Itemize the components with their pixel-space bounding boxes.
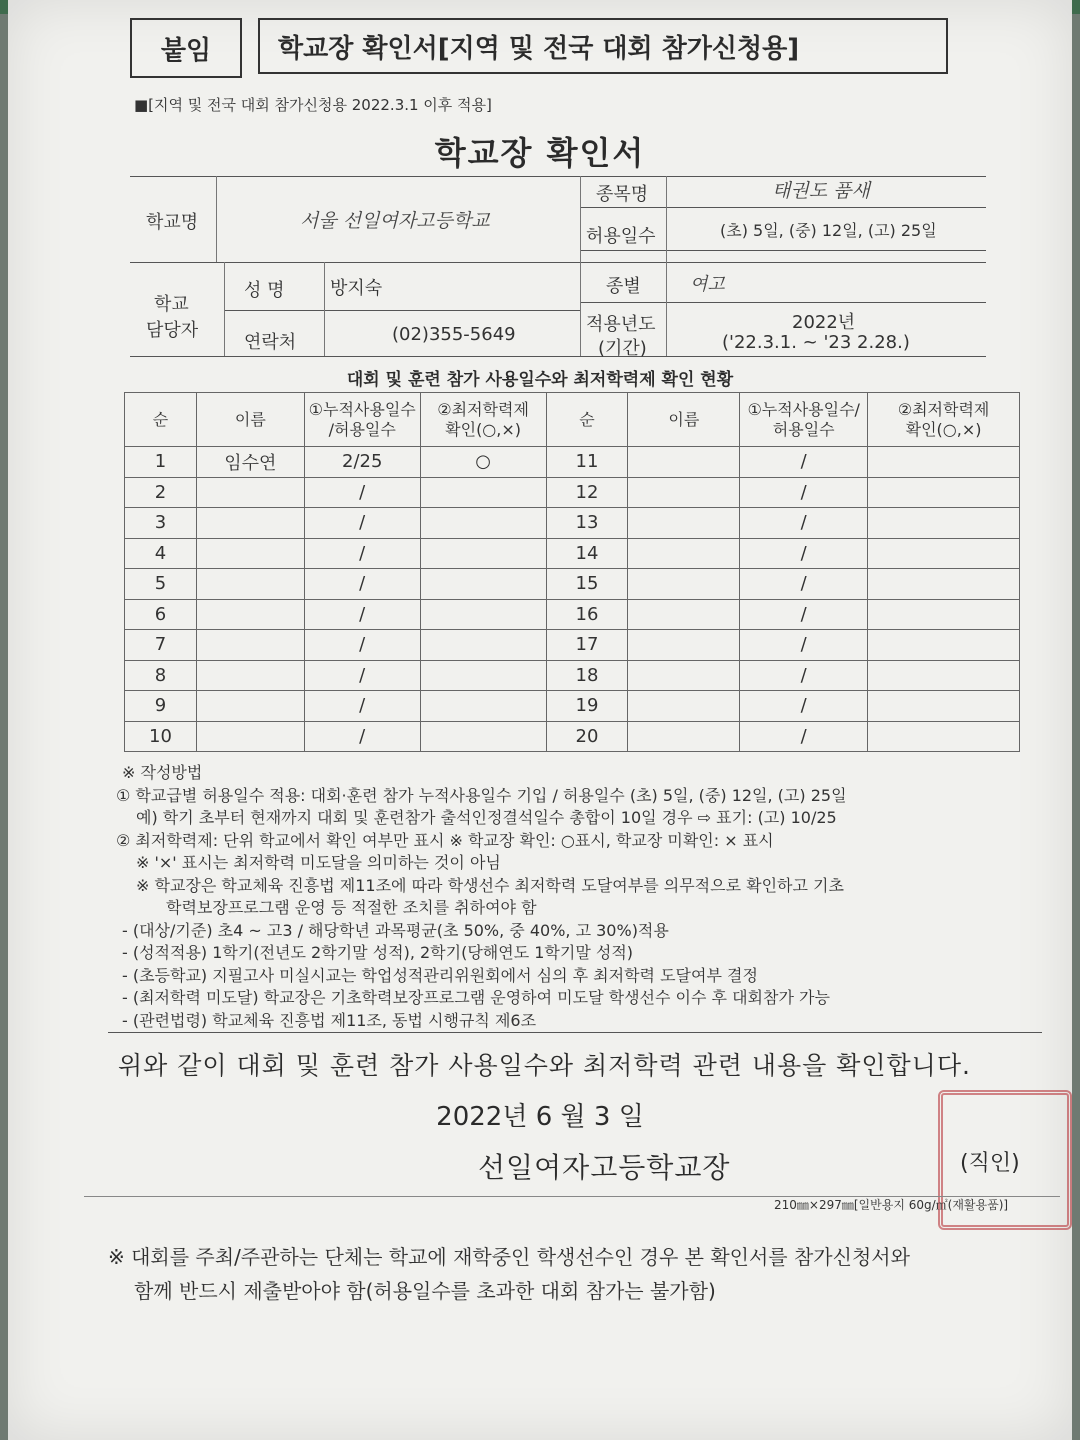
instruction-line: - (관련법령) 학교체육 진흥법 제11조, 동법 시행규칙 제6조 <box>122 1010 537 1030</box>
cell-name <box>196 660 304 691</box>
cell-no: 2 <box>125 477 197 508</box>
table-row <box>125 538 1020 569</box>
info-vrule-1 <box>216 176 217 262</box>
header-academic-right <box>868 393 1020 447</box>
cell-academic-right <box>868 721 1020 752</box>
cell-no-right: 11 <box>546 447 628 478</box>
cell-days-right: / <box>740 599 868 630</box>
instruction-line: 학력보장프로그램 운영 등 적절한 조치를 취하여야 함 <box>166 898 537 917</box>
cell-no: 10 <box>125 721 197 752</box>
cell-name-right <box>628 660 740 691</box>
table-row <box>125 508 1020 539</box>
allowed-days-label: 허용일수 <box>586 226 656 247</box>
header-text: ②최저학력제 <box>437 399 529 419</box>
cell-name <box>196 477 304 508</box>
footnote-line: ※ 대회를 주최/주관하는 단체는 학교에 재학중인 학생선수인 경우 본 확인서를 참가신청서와 <box>108 1245 910 1269</box>
instructions-heading: ※ 작성방법 <box>122 763 203 782</box>
cell-days: / <box>304 599 420 630</box>
cell-name-right <box>628 599 740 630</box>
cell-days: / <box>304 477 420 508</box>
cell-name-right <box>628 721 740 752</box>
instructions <box>116 762 1046 1032</box>
table-header-row <box>125 393 1020 447</box>
cell-days-right: / <box>740 447 868 478</box>
instruction-line: - (초등학교) 지필고사 미실시교는 학업성적관리위원회에서 심의 후 최저학력 도달여부 결정 <box>122 965 758 985</box>
header-text: ①누적사용일수/ <box>747 399 860 419</box>
cell-no-right: 13 <box>546 508 628 539</box>
header-days-right <box>740 393 868 447</box>
info-rule-2 <box>580 250 986 251</box>
school-value: 서울 선일여자고등학교 <box>300 210 490 232</box>
header-text: 확인(○,×) <box>905 419 982 439</box>
header-no-right: 순 <box>546 393 628 447</box>
school-label: 학교명 <box>146 212 199 233</box>
cell-academic-right <box>868 569 1020 600</box>
table-row <box>125 477 1020 508</box>
instruction-line: - (최저학력 미도달) 학교장은 기초학력보장프로그램 운영하여 미도달 학생선수 이수 후 대회참가 가능 <box>122 988 830 1007</box>
header-name: 이름 <box>196 393 304 447</box>
cell-days-right: / <box>740 691 868 722</box>
attachment-label-box <box>130 18 242 78</box>
info-vrule-5 <box>324 262 325 356</box>
cell-academic <box>420 660 546 691</box>
header-text: 허용일수 <box>772 419 835 439</box>
name-label: 성 명 <box>244 280 285 301</box>
instruction-line: 예) 학기 초부터 현재까지 대회 및 훈련참가 출석인정결석일수 총합이 10일 경우 ⇨ 표기: (고) 10/25 <box>136 808 837 827</box>
table-row <box>125 691 1020 722</box>
info-rule-bottom <box>130 356 986 357</box>
footnote-line: 함께 반드시 제출받아야 함(허용일수를 초과한 대회 참가는 불가함) <box>134 1279 716 1303</box>
info-rule-mid <box>130 262 986 263</box>
instruction-line: - (성적적용) 1학기(전년도 2학기말 성적), 2학기(당해연도 1학기말 성적) <box>122 943 634 962</box>
contact-value: (02)355-5649 <box>392 324 516 345</box>
cell-days-right: / <box>740 477 868 508</box>
allowed-days-value: (초) 5일, (중) 12일, (고) 25일 <box>720 221 937 240</box>
manager-label-2: 담당자 <box>146 320 199 341</box>
info-vrule-3 <box>666 176 667 356</box>
cell-academic-right <box>868 447 1020 478</box>
period-value: ('22.3.1. ~ '23 2.28.) <box>722 332 910 353</box>
header-name-right: 이름 <box>628 393 740 447</box>
cell-no-right: 15 <box>546 569 628 600</box>
cell-no: 5 <box>125 569 197 600</box>
cell-name-right <box>628 538 740 569</box>
form-title-box <box>258 18 948 74</box>
principal-name: 선일여자고등학교장 <box>478 1151 731 1184</box>
table-title: 대회 및 훈련 참가 사용일수와 최저학력제 확인 현황 <box>346 370 734 390</box>
header-days <box>304 393 420 447</box>
cell-days-right: / <box>740 538 868 569</box>
cell-academic-right <box>868 599 1020 630</box>
cell-no-right: 14 <box>546 538 628 569</box>
usage-note: ■[지역 및 전국 대회 참가신청용 2022.3.1 이후 적용] <box>134 96 492 114</box>
cell-no: 4 <box>125 538 197 569</box>
cell-name <box>196 721 304 752</box>
event-label: 종목명 <box>596 184 649 205</box>
cell-no: 6 <box>125 599 197 630</box>
cell-days: / <box>304 660 420 691</box>
cell-name <box>196 508 304 539</box>
cell-no-right: 20 <box>546 721 628 752</box>
header-text: /허용일수 <box>328 419 396 439</box>
cell-academic-right <box>868 660 1020 691</box>
paper-sheet <box>8 0 1072 1440</box>
cell-no-right: 12 <box>546 477 628 508</box>
document-title: 학교장 확인서 <box>434 134 646 172</box>
cell-no: 7 <box>125 630 197 661</box>
cell-name <box>196 569 304 600</box>
cell-no: 1 <box>125 447 197 478</box>
table-row <box>125 569 1020 600</box>
cell-no: 8 <box>125 660 197 691</box>
cell-academic-right <box>868 477 1020 508</box>
cell-academic: ○ <box>420 447 546 478</box>
confirmation-statement: 위와 같이 대회 및 훈련 참가 사용일수와 최저학력 관련 내용을 확인합니다. <box>118 1051 971 1080</box>
instruction-line: ※ 학교장은 학교체육 진흥법 제11조에 따라 학생선수 최저학력 도달여부를 의무적으로 확인하고 기초 <box>136 875 844 895</box>
cell-days: / <box>304 630 420 661</box>
gender-label: 종별 <box>606 276 641 297</box>
cell-name-right <box>628 569 740 600</box>
cell-academic <box>420 477 546 508</box>
header-academic <box>420 393 546 447</box>
table-row <box>125 660 1020 691</box>
info-rule-3 <box>580 302 986 303</box>
cell-days: / <box>304 538 420 569</box>
cell-academic-right <box>868 691 1020 722</box>
event-value: 태권도 품새 <box>772 180 870 202</box>
issue-date: 2022년 6 월 3 일 <box>436 1102 644 1132</box>
table-row <box>125 721 1020 752</box>
table-row <box>125 599 1020 630</box>
cell-no: 3 <box>125 508 197 539</box>
cell-academic <box>420 721 546 752</box>
cell-days: / <box>304 721 420 752</box>
instructions-rule <box>108 1032 1042 1033</box>
cell-academic <box>420 599 546 630</box>
cell-name-right <box>628 630 740 661</box>
instruction-line: ※ '×' 표시는 최저학력 미도달을 의미하는 것이 아님 <box>136 853 501 872</box>
contact-label: 연락처 <box>244 332 297 353</box>
instruction-line: - (대상/기준) 초4 ~ 고3 / 해당학년 과목평균(초 50%, 중 40%, 고 30%)적용 <box>122 920 669 940</box>
name-value: 방지숙 <box>330 278 383 299</box>
info-vrule-2 <box>580 176 581 356</box>
cell-name-right <box>628 508 740 539</box>
cell-name <box>196 538 304 569</box>
cell-days-right: / <box>740 508 868 539</box>
cell-academic <box>420 691 546 722</box>
cell-no-right: 18 <box>546 660 628 691</box>
year-label: 적용년도 <box>586 314 656 335</box>
cell-no-right: 19 <box>546 691 628 722</box>
instruction-line: ① 학교급별 허용일수 적용: 대회·훈련 참가 누적사용일수 기입 / 허용일수 (초) 5일, (중) 12일, (고) 25일 <box>116 785 847 805</box>
cell-days: / <box>304 569 420 600</box>
cell-days-right: / <box>740 660 868 691</box>
cell-days-right: / <box>740 630 868 661</box>
usage-table <box>124 392 1020 752</box>
footnote <box>108 1240 910 1308</box>
paper-spec: 210㎜×297㎜[일반용지 60g/㎡(재활용품)] <box>774 1198 1009 1212</box>
cell-name <box>196 599 304 630</box>
cell-days: / <box>304 691 420 722</box>
info-rule-1 <box>580 207 986 208</box>
cell-name-right <box>628 691 740 722</box>
header-text: 확인(○,×) <box>445 419 522 439</box>
cell-academic <box>420 508 546 539</box>
info-vrule-4 <box>224 262 225 356</box>
cell-academic <box>420 630 546 661</box>
header-text: ②최저학력제 <box>897 399 990 419</box>
cell-academic-right <box>868 538 1020 569</box>
cell-no-right: 17 <box>546 630 628 661</box>
manager-label-1: 학교 <box>154 294 189 315</box>
info-rule-4 <box>224 310 580 311</box>
gender-value: 여고 <box>690 274 725 295</box>
form-title: 학교장 확인서[지역 및 전국 대회 참가신청용] <box>278 33 800 64</box>
cell-academic-right <box>868 508 1020 539</box>
year-value: 2022년 <box>792 312 856 333</box>
attachment-label: 붙임 <box>160 35 212 66</box>
seal-label: (직인) <box>960 1151 1020 1176</box>
cell-name <box>196 630 304 661</box>
instruction-line: ② 최저학력제: 단위 학교에서 확인 여부만 표시 ※ 학교장 확인: ○표시, 학교장 미확인: × 표시 <box>116 830 774 850</box>
header-no: 순 <box>125 393 197 447</box>
table-row <box>125 630 1020 661</box>
cell-days-right: / <box>740 721 868 752</box>
period-label: (기간) <box>598 338 647 359</box>
cell-name: 임수연 <box>196 447 304 478</box>
table-row <box>125 447 1020 478</box>
cell-academic-right <box>868 630 1020 661</box>
header-text: ①누적사용일수 <box>308 399 416 419</box>
cell-name <box>196 691 304 722</box>
cell-name-right <box>628 477 740 508</box>
cell-days: / <box>304 508 420 539</box>
cell-academic <box>420 569 546 600</box>
cell-no-right: 16 <box>546 599 628 630</box>
cell-name-right <box>628 447 740 478</box>
cell-days-right: / <box>740 569 868 600</box>
cell-days: 2/25 <box>304 447 420 478</box>
cell-academic <box>420 538 546 569</box>
cell-no: 9 <box>125 691 197 722</box>
